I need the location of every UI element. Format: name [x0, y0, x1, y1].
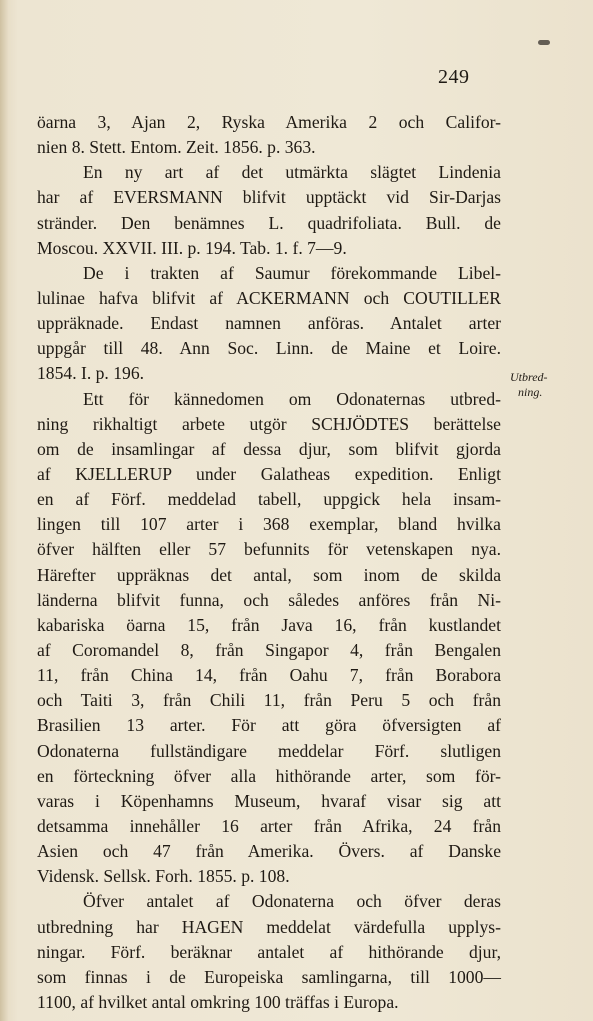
- text-line: öarna 3, Ajan 2, Ryska Amerika 2 och Califor-: [37, 112, 501, 132]
- text-line: 1854. I. p. 196.: [37, 363, 145, 384]
- text-line: varas i Köpenhamns Museum, hvaraf visar sig att: [37, 790, 501, 811]
- text-line: som finnas i de Europeiska samlingarna, till 1000—: [37, 966, 501, 987]
- text-line: kabariska öarna 15, från Java 16, från kustlandet: [37, 614, 501, 635]
- text-line: uppräknade. Endast namnen anföras. Antalet arter: [37, 313, 501, 334]
- text-line: ningar. Förf. beräknar antalet af hithörande djur,: [37, 941, 501, 962]
- text-line: 1100, af hvilket antal omkring 100 träffas i Europa.: [37, 991, 399, 1012]
- text-line: uppgår till 48. Ann Soc. Linn. de Maine et Loire.: [37, 338, 501, 359]
- text-line: och Taiti 3, från Chili 11, från Peru 5 och från: [37, 690, 501, 711]
- text-line: af KJELLERUP under Galatheas expedition. Enligt: [37, 463, 501, 484]
- text-line: ning rikhaltigt arbete utgör SCHJÖDTES berättelse: [37, 413, 501, 434]
- text-line: länderna blifvit funna, och således anföres från Ni-: [37, 589, 501, 610]
- page-spine-shadow: [0, 0, 8, 1021]
- page-number: 249: [438, 66, 470, 88]
- text-line: Moscou. XXVII. III. p. 194. Tab. 1. f. 7—9.: [37, 237, 347, 258]
- body-text: [37, 110, 501, 1015]
- text-line: En ny art af det utmärkta slägtet Lindenia: [83, 162, 501, 183]
- text-line: en förteckning öfver alla hithörande arter, som för-: [37, 765, 501, 786]
- ink-speck: [538, 40, 550, 45]
- margin-note-line-1: Utbred-: [510, 370, 548, 384]
- text-line: stränder. Den benämnes L. quadrifoliata. Bull. de: [37, 212, 501, 233]
- margin-note: [510, 370, 548, 400]
- text-line: öfver hälften eller 57 befunnits för vetenskapen nya.: [37, 539, 501, 560]
- text-line: Asien och 47 från Amerika. Övers. af Danske: [37, 841, 501, 862]
- text-line: har af EVERSMANN blifvit upptäckt vid Sir-Darjas: [37, 187, 501, 208]
- text-line: en af Förf. meddelad tabell, uppgick hela insam-: [37, 489, 501, 510]
- text-line: Odonaterna fullständigare meddelar Förf. slutligen: [37, 740, 501, 761]
- text-line: om de insamlingar af dessa djur, som blifvit gjorda: [37, 438, 501, 459]
- text-line: Brasilien 13 arter. För att göra öfversigten af: [37, 715, 501, 736]
- text-line: Ett för kännedomen om Odonaternas utbred-: [83, 388, 501, 409]
- text-line: detsamma innehåller 16 arter från Afrika, 24 från: [37, 815, 501, 836]
- margin-note-line-2: ning.: [518, 385, 543, 399]
- text-line: nien 8. Stett. Entom. Zeit. 1856. p. 363.: [37, 137, 316, 158]
- text-line: af Coromandel 8, från Singapor 4, från Bengalen: [37, 639, 501, 660]
- text-line: lulinae hafva blifvit af ACKERMANN och COUTILLER: [37, 287, 501, 308]
- text-line: Öfver antalet af Odonaterna och öfver deras: [83, 891, 501, 912]
- text-line: De i trakten af Saumur förekommande Libel-: [83, 262, 501, 283]
- text-line: utbredning har HAGEN meddelat värdefulla upplys-: [37, 916, 501, 937]
- text-line: lingen till 107 arter i 368 exemplar, bland hvilka: [37, 514, 501, 535]
- text-line: 11, från China 14, från Oahu 7, från Borabora: [37, 665, 501, 686]
- text-line: Vidensk. Sellsk. Forh. 1855. p. 108.: [37, 866, 290, 887]
- text-line: Härefter uppräknas det antal, som inom de skilda: [37, 564, 501, 585]
